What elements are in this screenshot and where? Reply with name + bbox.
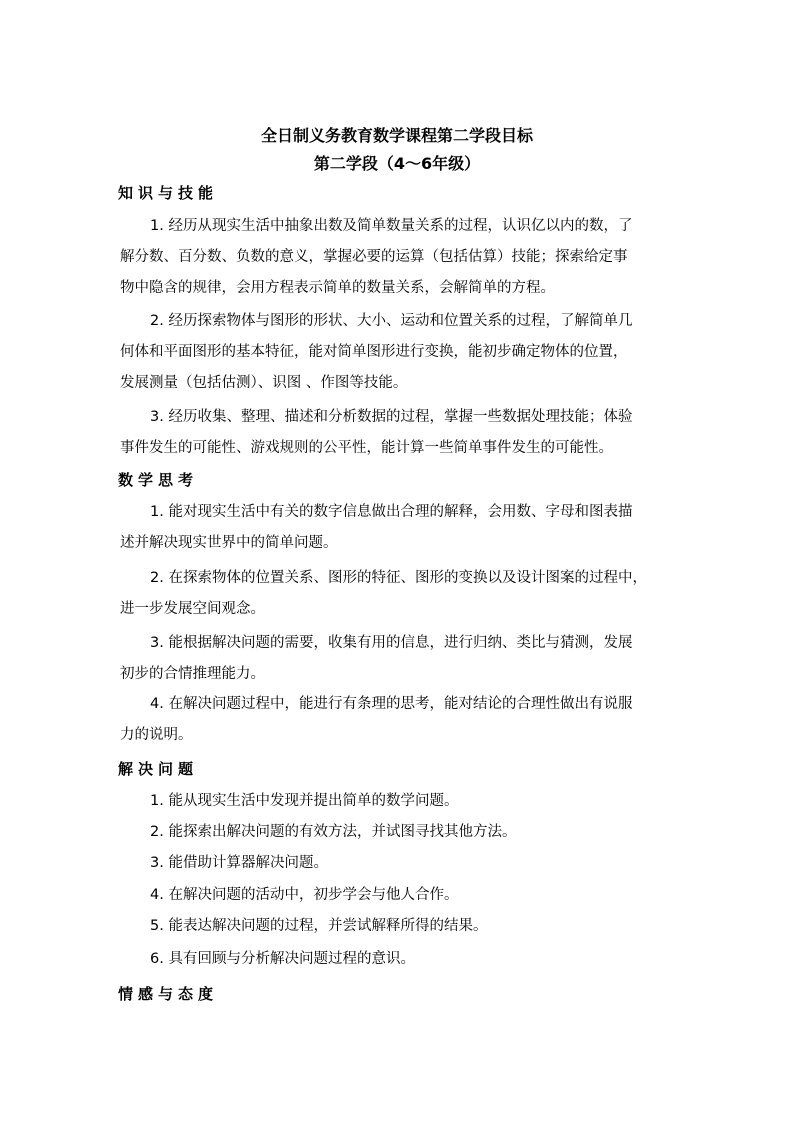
solving-item-4: 4. 在解决问题的活动中，初步学会与他人合作。 — [150, 887, 459, 903]
document-subtitle: 第二学段（4～6年级） — [313, 154, 481, 173]
thinking-paragraph-1 — [120, 497, 680, 559]
text-line: 发展测量（包括估测）、识图 、作图等技能。 — [120, 375, 408, 391]
solving-item-3: 3. 能借助计算器解决问题。 — [150, 855, 328, 871]
solving-item-2: 2. 能探索出解决问题的有效方法，并试图寻找其他方法。 — [150, 824, 517, 840]
section-heading-attitude: 情感与态度 — [118, 985, 219, 1003]
thinking-paragraph-4 — [120, 689, 680, 751]
text-line: 事件发生的可能性、游戏规则的公平性，能计算一些简单事件发生的可能性。 — [120, 440, 613, 456]
text-line: 述并解决现实世界中的简单问题。 — [120, 535, 338, 551]
solving-item-1: 1. 能从现实生活中发现并提出简单的数学问题。 — [150, 793, 459, 809]
text-line: 1. 经历从现实生活中抽象出数及简单数量关系的过程，认识亿以内的数，了 — [150, 218, 633, 234]
thinking-paragraph-3 — [120, 628, 680, 690]
text-line: 解分数、百分数、负数的意义，掌握必要的运算（包括估算）技能；探索给定事 — [120, 249, 628, 265]
thinking-paragraph-2 — [120, 563, 680, 625]
text-line: 3. 经历收集、整理、描述和分析数据的过程，掌握一些数据处理技能；体验 — [150, 409, 633, 425]
text-line: 2. 经历探索物体与图形的形状、大小、运动和位置关系的过程，了解简单几 — [150, 313, 633, 329]
document-title: 全日制义务教育数学课程第二学段目标 — [260, 126, 533, 145]
section-heading-thinking: 数学思考 — [118, 471, 199, 489]
knowledge-paragraph-2 — [120, 306, 680, 399]
knowledge-paragraph-1 — [120, 211, 680, 304]
text-line: 2. 在探索物体的位置关系、图形的特征、图形的变换以及设计图案的过程中， — [150, 570, 647, 586]
section-heading-solving: 解决问题 — [118, 760, 199, 778]
text-line: 物中隐含的规律，会用方程表示简单的数量关系，会解简单的方程。 — [120, 280, 555, 296]
text-line: 3. 能根据解决问题的需要，收集有用的信息，进行归纳、类比与猜测，发展 — [150, 635, 633, 651]
section-heading-knowledge: 知识与技能 — [118, 184, 219, 202]
text-line: 1. 能对现实生活中有关的数字信息做出合理的解释，会用数、字母和图表描 — [150, 504, 633, 520]
knowledge-paragraph-3 — [120, 402, 680, 464]
text-line: 初步的合情推理能力。 — [120, 666, 265, 682]
solving-item-5: 5. 能表达解决问题的过程，并尝试解释所得的结果。 — [150, 918, 488, 934]
text-line: 4. 在解决问题过程中，能进行有条理的思考，能对结论的合理性做出有说服 — [150, 696, 633, 712]
text-line: 何体和平面图形的基本特征，能对简单图形进行变换，能初步确定物体的位置， — [120, 344, 628, 360]
text-line: 力的说明。 — [120, 727, 193, 743]
text-line: 进一步发展空间观念。 — [120, 601, 265, 617]
solving-item-6: 6. 具有回顾与分析解决问题过程的意识。 — [150, 951, 415, 967]
